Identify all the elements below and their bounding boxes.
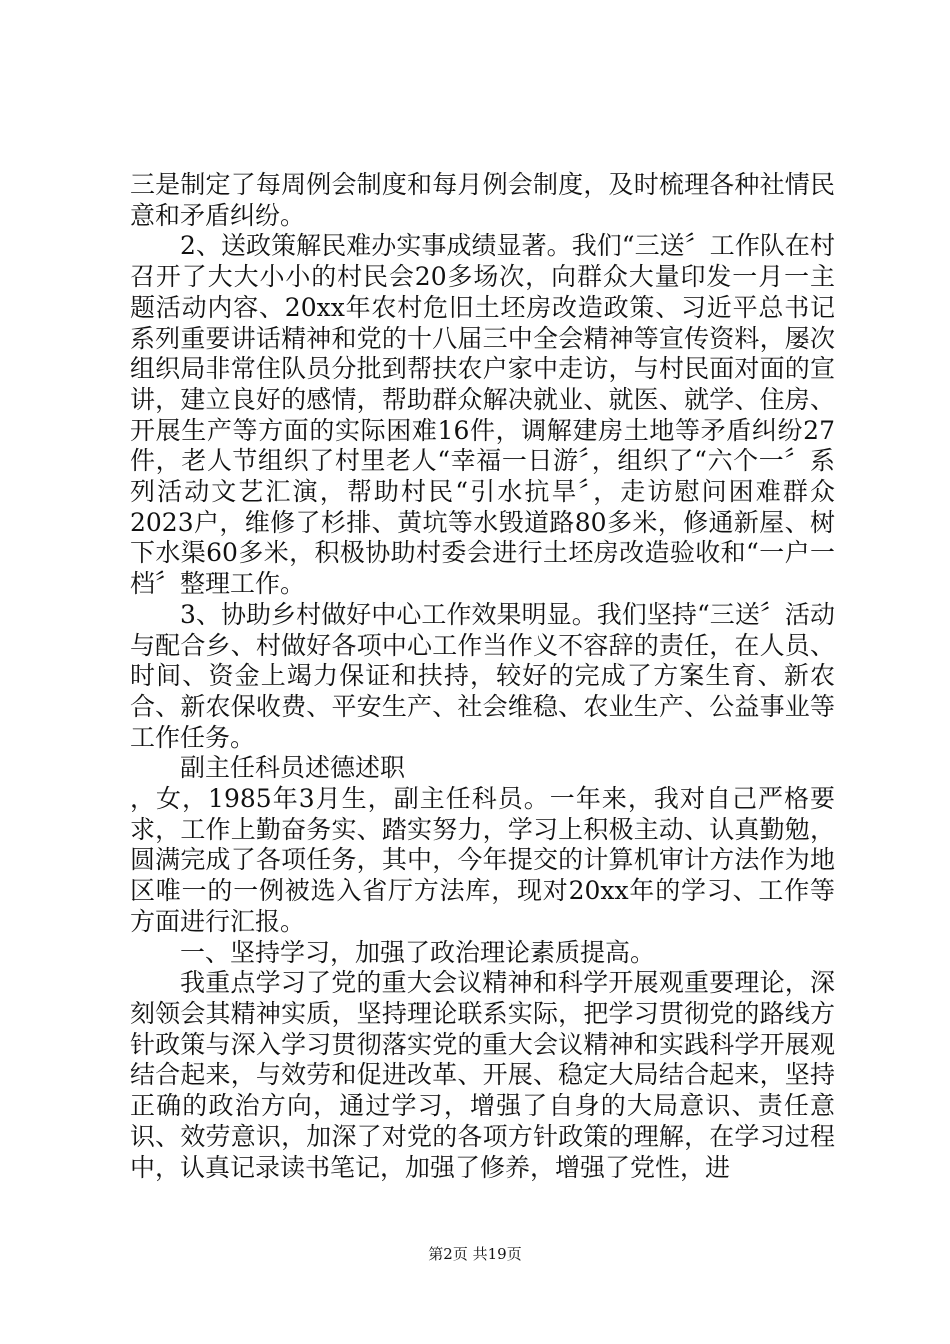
document-body (130, 170, 835, 1183)
paragraph-central-work: 3、协助乡村做好中心工作效果明显。我们坚持“三送〞活动与配合乡、村做好各项中心工作当作义不容辞的责任，在人员、时间、资金上竭力保证和扶持，较好的完成了方案生育、新农合、新农保收费、平安生产、社会维稳、农业生产、公益事业等工作任务。 (130, 599, 835, 752)
paragraph-policy-achievements: 2、送政策解民难办实事成绩显著。我们“三送〞工作队在村召开了大大小小的村民会20多场次，向群众大量印发一月一主题活动内容、20xx年农村危旧土坯房改造政策、习近平总书记系列重要讲话精神和党的十八届三中全会精神等宣传资料，屡次组织局非常住队员分批到帮扶农户家中走访，与村民面对面的宣讲，建立良好的感情，帮助群众解决就业、就医、就学、住房、开展生产等方面的实际困难16件，调解建房土地等矛盾纠纷27件，老人节组织了村里老人“幸福一日游〞，组织了“六个一〞系列活动文艺汇演，帮助村民“引水抗旱〞，走访慰问困难群众2023户，维修了杉排、黄坑等水毁道路80多米，修通新屋、树下水渠60多米，积极协助村委会进行土坯房改造验收和“一户一档〞整理工作。 (130, 231, 835, 599)
paragraph-self-introduction: ，女，1985年3月生，副主任科员。一年来，我对自己严格要求，工作上勤奋务实、踏实努力，学习上积极主动、认真勤勉，圆满完成了各项任务，其中，今年提交的计算机审计方法作为地区唯一的一例被选入省厅方法库，现对20xx年的学习、工作等方面进行汇报。 (130, 784, 835, 936)
page-number-footer: 第2页 共19页 (428, 1245, 522, 1263)
paragraph-continuation: 三是制定了每周例会制度和每月例会制度，及时梳理各种社情民意和矛盾纠纷。 (130, 170, 835, 230)
paragraph-study: 我重点学习了党的重大会议精神和科学开展观重要理论，深刻领会其精神实质，坚持理论联系实际，把学习贯彻党的路线方针政策与深入学习贯彻落实党的重大会议精神和实践科学开展观结合起来，与效劳和促进改革、开展、稳定大局结合起来，坚持正确的政治方向，通过学习，增强了自身的大局意识、责任意识、效劳意识，加深了对党的各项方针政策的理解，在学习过程中，认真记录读书笔记，加强了修养，增强了党性，进 (130, 968, 835, 1182)
section-title: 副主任科员述德述职 (180, 753, 406, 783)
section-heading: 一、坚持学习，加强了政治理论素质提高。 (180, 937, 656, 967)
